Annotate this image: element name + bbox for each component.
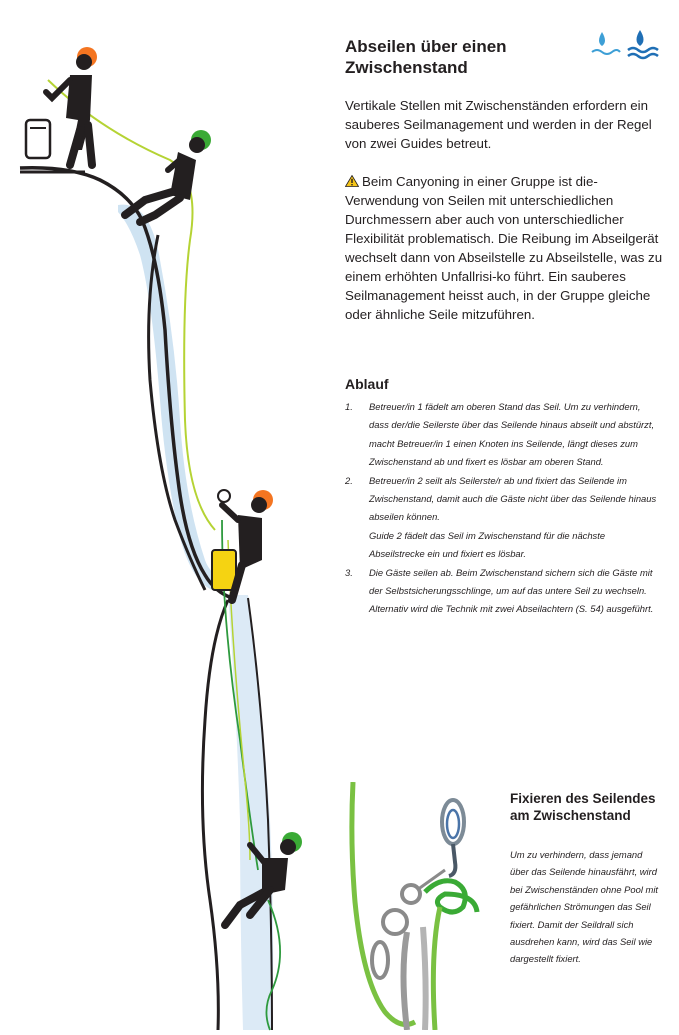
descender <box>383 910 407 934</box>
carabiner-cluster <box>218 490 230 502</box>
waterfall-upper <box>118 205 228 590</box>
fixieren-heading: Fixieren des Seilendes am Zwischenstand <box>510 791 656 823</box>
backpack-top <box>26 120 50 158</box>
top-ledge <box>20 168 232 598</box>
step-text-continued: Guide 2 fädelt das Seil im Zwischenstand für die nächste Abseilstrecke ein und fixiert es lösbar. <box>369 529 606 560</box>
page-title: Abseilen über einen Zwischenstand <box>345 37 507 77</box>
backpack-yellow <box>212 550 236 590</box>
ablauf-list <box>345 398 660 619</box>
carabiner-blue <box>447 810 459 838</box>
carabiner-bottom <box>372 942 388 978</box>
warning-paragraph <box>345 172 665 324</box>
warning-text: Beim Canyoning in einer Gruppe ist die-Verwendung von Seilen mit unterschiedlichen Durchmessern aber auch von unterschiedlicher Flexibilität problematisch. Die Reibung im Abseilgerät wechselt dann von Abseilstelle zu Abseilstelle, was zu einem erhöhten Unfallrisi-ko führt. Ein sauberes Seilmanagement heisst auch, in der Gruppe gleiche oder ähnliche Seile mitzuführen. <box>345 174 663 322</box>
grey-rope <box>404 932 408 1030</box>
water-icons <box>590 28 660 60</box>
water-drop-wave-icon <box>592 32 620 54</box>
step-number: 2. <box>345 474 353 486</box>
step-text: Betreuer/in 2 seilt als Seilerste/r ab und fixiert das Seilende im Zwischenstand, damit auch die Gäste nicht über das Seilende hinaus abseilen können. <box>369 474 657 523</box>
list-item <box>345 398 660 472</box>
intro-paragraph: Vertikale Stellen mit Zwischenständen erfordern ein sauberes Seilmanagement und werden in der Regel von zwei Guides betreut. <box>345 98 652 151</box>
green-rope-tail <box>433 907 440 1030</box>
grey-rope-2 <box>423 927 426 1030</box>
guide-1-figure <box>46 47 97 165</box>
step-text: Die Gäste seilen ab. Beim Zwischenstand sichern sich die Gäste mit der Selbstsicherungsschlinge, um auf das untere Seil zu wechseln. Alternativ wird die Technik mit zwei Abseilachtern (S. 54) ausgeführt. <box>369 566 654 615</box>
abseil-illustration <box>0 0 320 1035</box>
warning-icon <box>345 175 359 187</box>
water-drop-wave-icon <box>628 30 658 58</box>
list-item <box>345 564 660 619</box>
rock-lower <box>202 600 228 1030</box>
fixieren-text: Um zu verhindern, dass jemand über das Seilende hinausfährt, wird bei Zwischenständen ohne Pool mit gefährlichen Strömungen das Seil fixiert. Damit der Seildrall sich ausdrehen kann, wird das Seil wie dargestellt fixiert. <box>510 849 659 965</box>
rappel-ring <box>402 885 420 903</box>
ablauf-heading: Ablauf <box>345 376 389 392</box>
green-rope-knot <box>425 881 477 912</box>
step-number: 1. <box>345 401 353 412</box>
step-number: 3. <box>345 566 353 578</box>
sling <box>449 844 455 876</box>
list-item <box>345 472 660 564</box>
guide-2-figure <box>212 490 273 600</box>
rope-fixing-photo <box>345 782 493 1030</box>
step-text: Betreuer/in 1 fädelt am oberen Stand das Seil. Um zu verhindern, dass der/die Seilerste über das Seilende hinaus abseilt und abstürzt, macht Betreuer/in 1 einen Knoten ins Seilende, längt dieses zum Zwischenstand ab und fixert es lösbar am oberen Stand. <box>369 401 655 468</box>
